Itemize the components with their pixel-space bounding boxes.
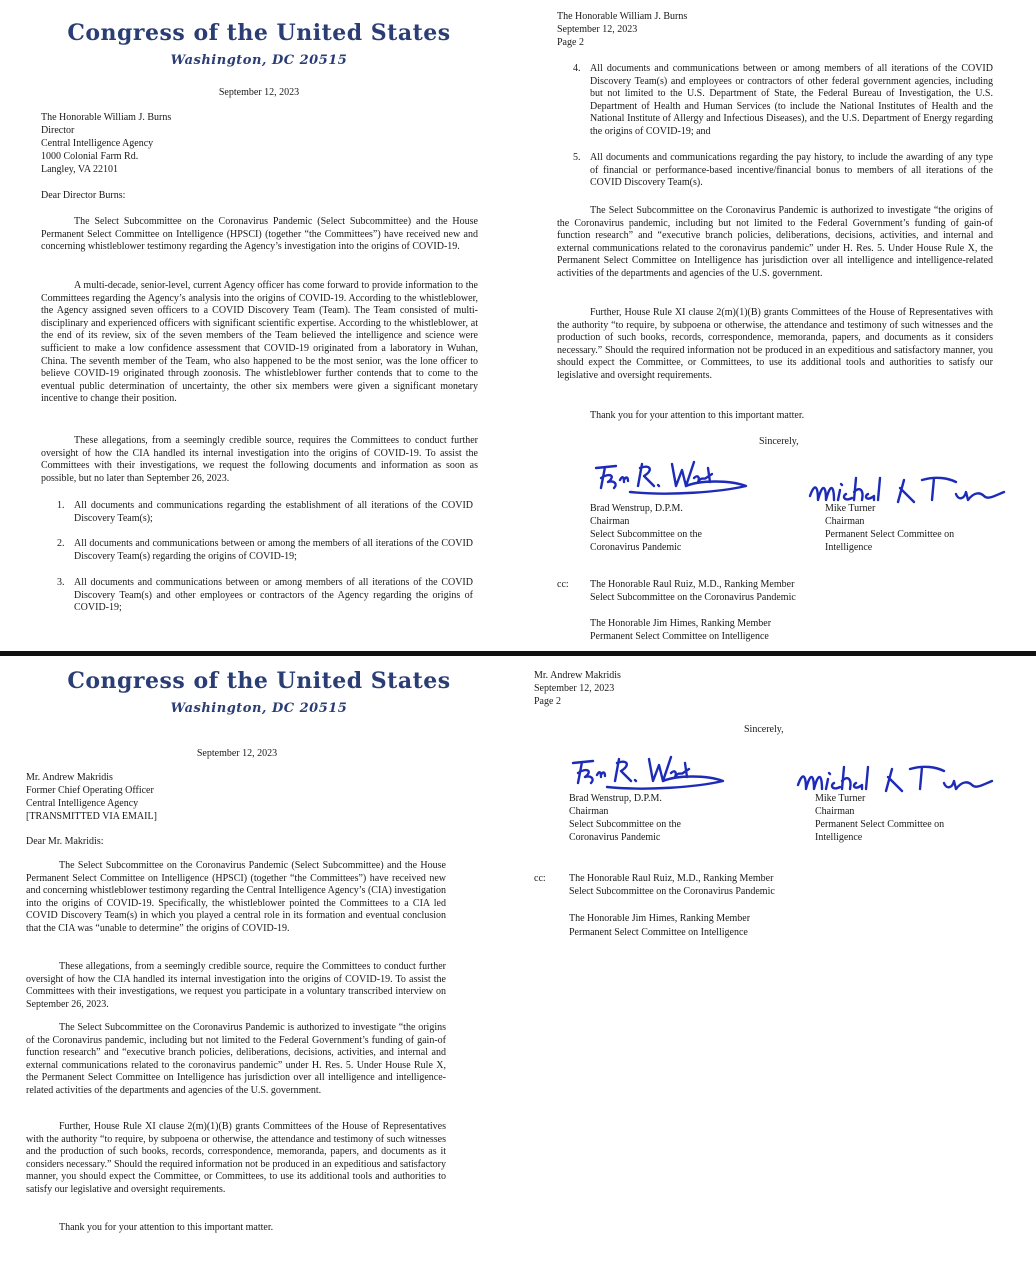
body-paragraph — [557, 205, 993, 281]
header-line: Page 2 — [534, 696, 561, 707]
item-text: All documents and communications between or among members of all iterations of the COVID Discovery Team(s) and employees or contractors of other federal government agencies, including but not limited to the U.S. Department of State, the Federal Bureau of Investigation, the U.S. Department of Health and Human Services (to include the National Institutes of Health and the National Institute of Allergy and Infectious Diseases), and the U.S. Department of Energy regarding the origins of COVID-19; and — [590, 63, 993, 137]
signature-wenstrup — [567, 753, 727, 797]
letter1-page1 — [0, 0, 518, 651]
item-number: 5. — [573, 152, 581, 163]
body-paragraph — [41, 216, 478, 254]
recipient-line: The Honorable William J. Burns — [41, 112, 172, 123]
signer-line: Permanent Select Committee on — [825, 529, 955, 540]
recipient-line: Central Intelligence Agency — [41, 138, 154, 149]
signature-wenstrup — [590, 458, 750, 502]
header-line: Mr. Andrew Makridis — [534, 670, 621, 681]
signer-line: Coronavirus Pandemic — [569, 832, 661, 843]
letterhead-title: Congress of the United States — [67, 20, 451, 46]
item-text: All documents and communications regarding the pay history, to include the awarding of any type of financial or performance-based incentive/financial bonus to members of all iterations of the COVID Discovery Team(s). — [590, 152, 993, 189]
paragraph-text: The Select Subcommittee on the Coronavirus Pandemic (Select Subcommittee) and the House Permanent Select Committee on Intelligence (HPSCI) (together “the Committees”) have received new and concerning whistleblower testimony regarding the Central Intelligence Agency’s (CIA) investigation into the origins of COVID-19. Specifically, the whistleblower pointed the Committees to a CIA led COVID Discovery Team(s) in which you played a central role in its formation and eventual conclusion that the CIA was “unable to determine” the origins of COVID-19. — [26, 860, 446, 934]
cc-line: The Honorable Jim Himes, Ranking Member — [569, 913, 751, 924]
header-line: September 12, 2023 — [534, 683, 615, 694]
letter-date: September 12, 2023 — [218, 87, 300, 98]
paragraph-text: Further, House Rule XI clause 2(m)(1)(B) grants Committees of the House of Representatives with the authority “to require, by subpoena or otherwise, the attendance and testimony of such witnesses and the production of such books, records, correspondence, memoranda, papers, and documents as it considers necessary.” Should the required information not be produced in an expeditious and satisfactory manner, you should expect the Committee, or Committees, to use its additional tools and authorities to satisfy our legislative and oversight requirements. — [557, 307, 993, 381]
item-number: 4. — [573, 63, 581, 74]
header-line: Page 2 — [557, 37, 584, 48]
cc-line: The Honorable Raul Ruiz, M.D., Ranking Member — [590, 579, 795, 590]
cc-line: Permanent Select Committee on Intelligence — [569, 927, 748, 938]
cc-line: The Honorable Jim Himes, Ranking Member — [590, 618, 772, 629]
signer-line: Permanent Select Committee on — [815, 819, 945, 830]
signer-line: Select Subcommittee on the — [590, 529, 702, 540]
recipient-line: Central Intelligence Agency — [26, 798, 139, 809]
body-paragraph — [26, 1222, 446, 1235]
recipient-line: Director — [41, 125, 75, 136]
paragraph-text: These allegations, from a seemingly credible source, require the Committees to conduct further oversight of how the CIA handled its internal investigation into the origins of COVID-19. To assist the Committees with their investigations, we request you participate in a voluntary transcribed interview on September 26, 2023. — [26, 961, 446, 1010]
closing: Sincerely, — [744, 724, 784, 735]
header-line: September 12, 2023 — [557, 24, 638, 35]
cc-line: The Honorable Raul Ruiz, M.D., Ranking Member — [569, 873, 774, 884]
signer-line: Chairman — [815, 806, 855, 817]
body-paragraph — [557, 307, 993, 383]
recipient-line: Mr. Andrew Makridis — [26, 772, 113, 783]
signer-line: Coronavirus Pandemic — [590, 542, 682, 553]
signer-line: Mike Turner — [815, 793, 866, 804]
letter2-page2 — [518, 656, 1036, 1280]
recipient-line: 1000 Colonial Farm Rd. — [41, 151, 139, 162]
paragraph-text: The Select Subcommittee on the Coronavirus Pandemic is authorized to investigate “the origins of the Coronavirus pandemic, including but not limited to the Federal Government’s funding of gain-of function research” and “executive branch policies, deliberations, decisions, activities, and internal and external communications related to the coronavirus pandemic” under H. Res. 5. Under House Rule X, the Permanent Select Committee on Intelligence has jurisdiction over all intelligence and intelligence-related activities of the departments and agencies of the U.S. government. — [557, 205, 993, 279]
signer-line: Chairman — [569, 806, 609, 817]
recipient-line: [TRANSMITTED VIA EMAIL] — [26, 811, 157, 822]
paragraph-text: A multi-decade, senior-level, current Agency officer has come forward to provide information to the Committees regarding the Agency’s analysis into the origins of COVID-19. According to the whistleblower, the Agency assigned seven officers to a COVID Discovery Team (Team). The Team consisted of multi-disciplinary and experienced officers with significant scientific expertise. According to the whistleblower, at the end of its review, six of the seven members of the Team believed the intelligence and science were sufficient to make a low confidence assessment that COVID-19 originated from a laboratory in Wuhan, China. The seventh member of the Team, who also happened to be the most senior, was the lone officer to believe COVID-19 originated through zoonosis. The whistleblower further contends that to come to the eventual public determination of uncertainty, the other six members were given a significant monetary incentive to change their position. — [41, 280, 478, 405]
cc-label: cc: — [534, 873, 546, 884]
item-text: All documents and communications between or among members of all iterations of the COVID Discovery Team(s) and other employees or contractors of the Agency regarding the origins of COVID-19; — [74, 577, 473, 614]
body-paragraph — [26, 1121, 446, 1197]
paragraph-text: Further, House Rule XI clause 2(m)(1)(B) grants Committees of the House of Representatives with the authority “to require, by subpoena or otherwise, the attendance and testimony of such witnesses and the production of such books, records, correspondence, memoranda, papers, and documents as it considers necessary.” Should the required information not be produced in an expeditious and satisfactory manner, you should expect the Committee, or Committees, to use its additional tools and authorities to satisfy our legislative and oversight requirements. — [26, 1121, 446, 1195]
body-paragraph — [41, 435, 478, 485]
paragraph-text: The Select Subcommittee on the Coronavirus Pandemic is authorized to investigate “the origins of the Coronavirus pandemic, including but not limited to the Federal Government’s funding of gain-of function research” and “executive branch policies, deliberations, decisions, activities, and internal and external communications related to the coronavirus pandemic” under H. Res. 5. Under House Rule X, the Permanent Select Committee on Intelligence has jurisdiction over all intelligence and intelligence-related activities of the departments and agencies of the U.S. government. — [26, 1022, 446, 1096]
cc-line: Select Subcommittee on the Coronavirus Pandemic — [569, 886, 775, 897]
body-paragraph — [26, 860, 446, 936]
item-number: 3. — [57, 577, 65, 588]
paragraph-text: Thank you for your attention to this important matter. — [590, 410, 805, 421]
body-paragraph — [26, 961, 446, 1011]
header-line: The Honorable William J. Burns — [557, 11, 688, 22]
signer-line: Brad Wenstrup, D.P.M. — [569, 793, 662, 804]
body-paragraph — [26, 1022, 446, 1098]
letterhead-title: Congress of the United States — [67, 668, 451, 694]
paragraph-text: Thank you for your attention to this important matter. — [59, 1222, 274, 1233]
paragraph-text: The Select Subcommittee on the Coronavirus Pandemic (Select Subcommittee) and the House Permanent Select Committee on Intelligence (HPSCI) (together “the Committees”) have received new and concerning whistleblower testimony regarding the Agency’s investigation into the origins of COVID-19. — [41, 216, 478, 253]
letter-date: September 12, 2023 — [196, 748, 278, 759]
letter2-page1 — [0, 656, 518, 1280]
cc-line: Permanent Select Committee on Intelligence — [590, 631, 769, 642]
recipient-line: Langley, VA 22101 — [41, 164, 119, 175]
cc-label: cc: — [557, 579, 569, 590]
letter1-page2 — [518, 0, 1036, 651]
item-text: All documents and communications between or among the members of all iterations of the COVID Discovery Team(s) regarding the origins of COVID-19; — [74, 538, 473, 562]
signer-line: Select Subcommittee on the — [569, 819, 681, 830]
salutation: Dear Mr. Makridis: — [26, 836, 104, 847]
paragraph-text: These allegations, from a seemingly credible source, requires the Committees to conduct further oversight of how the CIA handled its internal investigation into the origins of COVID-19. To assist the Committees with their investigations, we request the following documents and information as soon as possible, but no later than September 26, 2023. — [41, 435, 478, 484]
item-number: 1. — [57, 500, 65, 511]
salutation: Dear Director Burns: — [41, 190, 126, 201]
signer-line: Mike Turner — [825, 503, 876, 514]
letterhead-subtitle: Washington, DC 20515 — [170, 701, 348, 716]
item-number: 2. — [57, 538, 65, 549]
body-paragraph — [557, 410, 993, 423]
closing: Sincerely, — [759, 436, 799, 447]
item-text: All documents and communications regarding the establishment of all iterations of the COVID Discovery Team(s); — [74, 500, 473, 524]
recipient-line: Former Chief Operating Officer — [26, 785, 154, 796]
letterhead-subtitle: Washington, DC 20515 — [170, 53, 348, 68]
cc-line: Select Subcommittee on the Coronavirus Pandemic — [590, 592, 796, 603]
signer-line: Intelligence — [815, 832, 863, 843]
body-paragraph — [41, 280, 478, 406]
signer-line: Intelligence — [825, 542, 873, 553]
signer-line: Brad Wenstrup, D.P.M. — [590, 503, 683, 514]
signer-line: Chairman — [590, 516, 630, 527]
signer-line: Chairman — [825, 516, 865, 527]
